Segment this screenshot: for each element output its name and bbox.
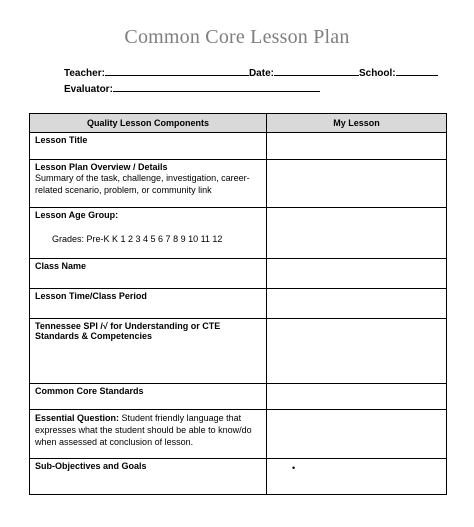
row-label: Lesson Age Group:: [35, 210, 119, 220]
teacher-line[interactable]: [105, 66, 249, 76]
table-row: [30, 259, 447, 289]
evaluator-row: [64, 82, 320, 95]
table-row: [30, 160, 447, 208]
table-row: [30, 410, 447, 459]
my-lesson-cell[interactable]: [267, 208, 447, 259]
grades-text: Grades: Pre-K K 1 2 3 4 5 6 7 8 9 10 11 12: [52, 234, 223, 244]
school-label: School:: [358, 68, 396, 79]
row-label: Class Name: [35, 261, 87, 271]
date-label: Date:: [248, 68, 274, 79]
row-label: Lesson Plan Overview / Details: [35, 162, 168, 172]
my-lesson-cell[interactable]: [267, 133, 447, 160]
row-desc-wrap: [35, 412, 261, 448]
table-row: [30, 289, 447, 319]
table-row: [30, 459, 447, 495]
row-label: Lesson Title: [35, 135, 88, 145]
row-label-cell: [30, 410, 267, 459]
table-row: [30, 384, 447, 410]
table-header-row: [30, 114, 447, 133]
my-lesson-cell[interactable]: [267, 160, 447, 208]
row-label: Common Core Standards: [35, 386, 144, 396]
row-label-cell: [30, 459, 267, 495]
teacher-row: [64, 66, 438, 79]
table-row: [30, 208, 447, 259]
my-lesson-cell[interactable]: [267, 384, 447, 410]
my-lesson-cell[interactable]: [267, 259, 447, 289]
table-row: [30, 133, 447, 160]
evaluator-line[interactable]: [113, 82, 320, 92]
row-label-cell: [30, 133, 267, 160]
row-desc: Summary of the task, challenge, investigation, career-related scenario, problem, or community link: [35, 173, 250, 195]
date-line[interactable]: [274, 66, 359, 76]
row-label-cell: [30, 319, 267, 384]
table-row: [30, 319, 447, 384]
components-header: Quality Lesson Components: [30, 114, 267, 133]
row-label-cell: [30, 259, 267, 289]
lesson-table: [29, 113, 447, 495]
evaluator-label: Evaluator:: [64, 84, 113, 95]
page-title: Common Core Lesson Plan: [124, 26, 350, 48]
row-label: Tennessee SPI /√ for Understanding or CTE Standards & Competencies: [35, 321, 221, 341]
my-lesson-header: My Lesson: [267, 114, 447, 133]
teacher-label: Teacher:: [64, 68, 105, 79]
row-desc: Student friendly language that expresses what the student should be able to know/do when assessed at conclusion of lesson.: [35, 413, 252, 447]
my-lesson-cell[interactable]: [267, 319, 447, 384]
row-label-cell: [30, 384, 267, 410]
my-lesson-cell[interactable]: [267, 289, 447, 319]
bullet: •: [292, 463, 296, 473]
row-label: Lesson Time/Class Period: [35, 291, 147, 301]
row-label: Essential Question:: [35, 413, 120, 423]
row-label-cell: [30, 208, 267, 259]
my-lesson-cell[interactable]: [267, 410, 447, 459]
school-line[interactable]: [396, 66, 438, 76]
row-label: Sub-Objectives and Goals: [35, 461, 147, 471]
row-label-cell: [30, 289, 267, 319]
my-lesson-cell[interactable]: [267, 459, 447, 495]
row-label-cell: [30, 160, 267, 208]
